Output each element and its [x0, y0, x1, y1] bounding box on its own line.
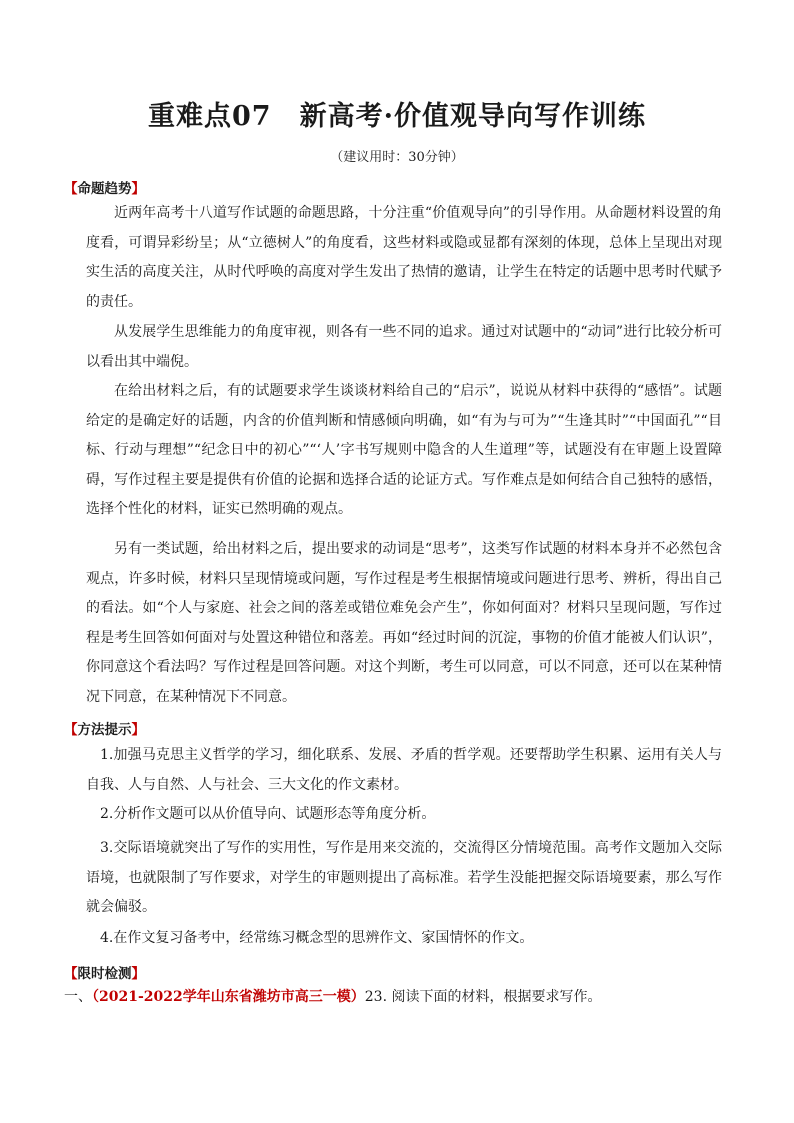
question-source: （2021-2022学年山东省潍坊市高三一模）	[92, 989, 365, 1005]
method-item-3: 3.交际语境就突出了写作的实用性，写作是用来交流的，交流得区分情境范围。高考作文题加入交际语境，也就限制了写作要求，对学生的审题则提出了高标准。若学生没能把握交际语境要素，那么写作就会偏驳。	[86, 840, 722, 915]
method-item-4: 4.在作文复习备考中，经常练习概念型的思辨作文、家国情怀的作文。	[100, 930, 534, 946]
section-tag-method-label: 方法提示	[77, 722, 132, 738]
question-line	[64, 986, 601, 1006]
method-item-1: 1.加强马克思主义哲学的学习，细化联系、发展、矛盾的哲学观。还要帮助学生积累、运用有关人与自我、人与自然、人与社会、三大文化的作文素材。	[86, 747, 722, 793]
trend-paragraph-1: 近两年高考十八道写作试题的命题思路，十分注重“价值观导向”的引导作用。从命题材料设置的角度看，可谓异彩纷呈；从“立德树人”的角度看，这些材料或隐或显都有深刻的体现，总体上呈现出对现实生活的高度关注，从时代呼唤的高度对学生发出了热情的邀请，让学生在特定的话题中思考时代赋予的责任。	[86, 205, 722, 310]
suggested-time: （建议用时：30分钟）	[330, 150, 464, 165]
section-tag-trend-label: 命题趋势	[77, 181, 132, 197]
page-title: 重难点07 新高考·价值观导向写作训练	[148, 101, 646, 132]
section-tag-trend: 【命题趋势】	[64, 181, 145, 197]
section-tag-test: 【限时检测】	[64, 966, 145, 982]
section-tag-test-label: 限时检测	[77, 966, 132, 982]
question-text: 23. 阅读下面的材料，根据要求写作。	[364, 989, 602, 1005]
question-prefix: 一、	[64, 989, 92, 1005]
trend-paragraph-3: 在给出材料之后，有的试题要求学生谈谈材料给自己的“启示”，说说从材料中获得的“感悟”。试题给定的是确定好的话题，内含的价值判断和情感倾向明确，如“有为与可为”“生逢其时”“中国面孔”“目标、行动与理想”“纪念日中的初心”“‘人’字书写规则中隐含的人生道理”等，试题没有在审题上设置障碍，写作过程主要是提供有价值的论据和选择合适的论证方式。写作难点是如何结合自己独特的感悟，选择个性化的材料，证实已然明确的观点。	[86, 383, 722, 517]
section-tag-method: 【方法提示】	[64, 722, 145, 738]
trend-paragraph-2: 从发展学生思维能力的角度审视，则各有一些不同的追求。通过对试题中的“动词”进行比较分析可以看出其中端倪。	[86, 324, 722, 370]
trend-paragraph-4: 另有一类试题，给出材料之后，提出要求的动词是“思考”，这类写作试题的材料本身并不必然包含观点，许多时候，材料只呈现情境或问题，写作过程是考生根据情境或问题进行思考、辨析，得出自己的看法。如“个人与家庭、社会之间的落差或错位难免会产生”，你如何面对？材料只呈现问题，写作过程是考生回答如何面对与处置这种错位和落差。再如“经过时间的沉淀，事物的价值才能被人们认识”，你同意这个看法吗？写作过程是回答问题。对这个判断，考生可以同意，可以不同意，还可以在某种情况下同意，在某种情况下不同意。	[86, 541, 722, 705]
method-item-2: 2.分析作文题可以从价值导向、试题形态等角度分析。	[100, 806, 436, 822]
